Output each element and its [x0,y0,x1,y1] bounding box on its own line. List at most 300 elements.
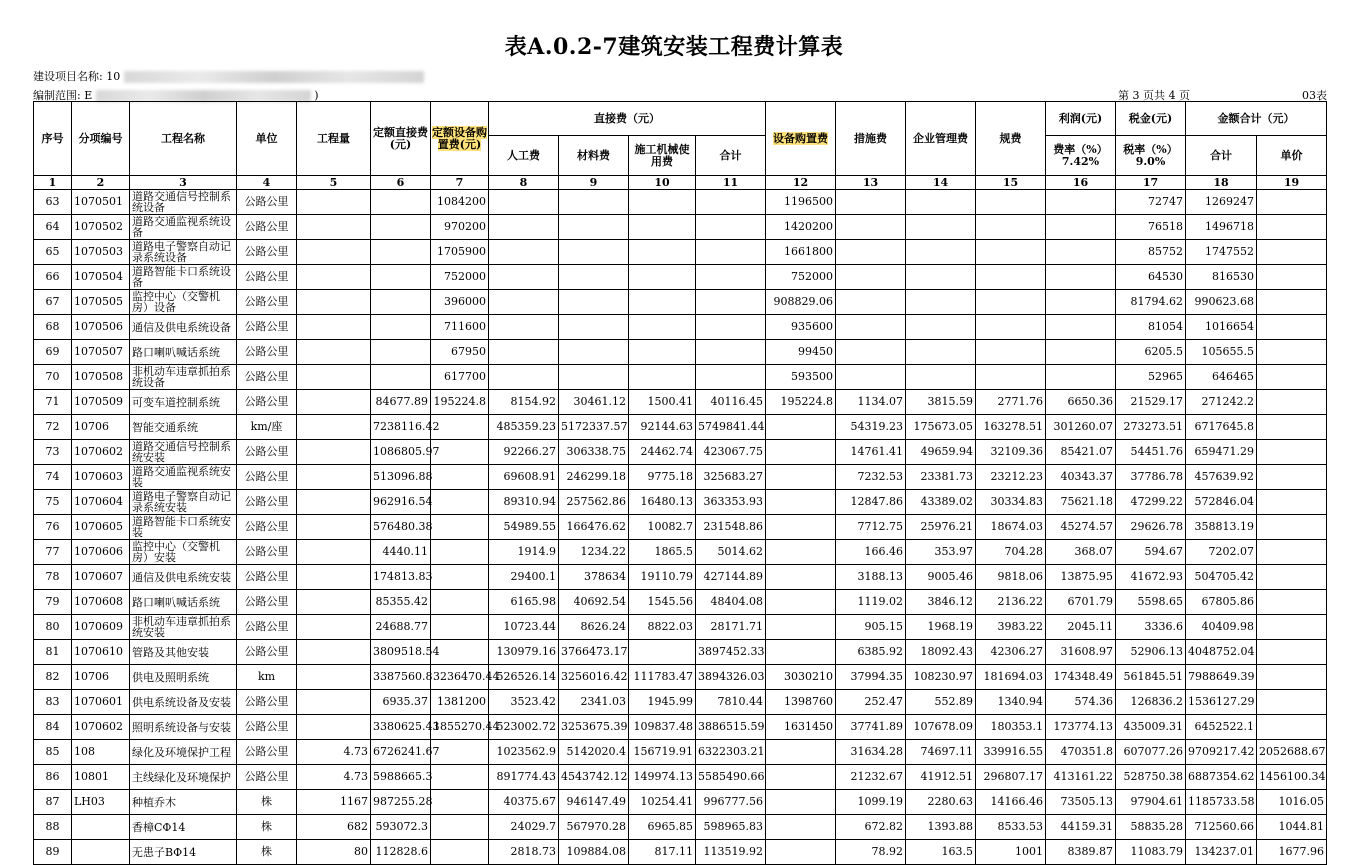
cell-measures: 3188.13 [836,565,906,590]
cell-seq: 84 [34,715,72,740]
cell-equip [766,465,836,490]
cell-machine: 19110.79 [629,565,696,590]
cell-material: 567970.28 [559,815,629,840]
project-name-line [33,68,424,84]
cell-name: 香樟CΦ14 [130,815,237,840]
cell-unit-price [1257,215,1327,240]
cell-machine: 10254.41 [629,790,696,815]
cell-unit: 公路公里 [237,390,297,415]
table-row [34,815,1327,840]
cell-measures: 14761.41 [836,440,906,465]
cell-total: 1747552 [1186,240,1257,265]
cell-machine: 1500.41 [629,390,696,415]
cell-unit: 公路公里 [237,440,297,465]
cell-fees: 8533.53 [976,815,1046,840]
col-profit-rate: 费率（%） 7.42% [1046,136,1116,176]
cell-unit: 公路公里 [237,590,297,615]
col-tax: 税金(元) [1116,102,1186,136]
cell-name: 道路电子警察自动记录系统安装 [130,490,237,515]
table-row [34,790,1327,815]
cell-quota-equip [431,590,489,615]
cell-measures: 1099.19 [836,790,906,815]
cell-measures [836,315,906,340]
table-row [34,365,1327,390]
cell-quota-direct [371,240,431,265]
cell-seq: 78 [34,565,72,590]
cell-fees [976,315,1046,340]
cell-quota-equip [431,815,489,840]
cell-machine: 817.11 [629,840,696,865]
cell-mgmt: 3815.59 [906,390,976,415]
cell-qty [297,190,371,215]
column-index-cell: 10 [629,176,696,190]
cell-labor [489,190,559,215]
cell-profit: 173774.13 [1046,715,1116,740]
column-index-cell: 19 [1257,176,1327,190]
cell-mgmt [906,240,976,265]
cell-unit: 株 [237,840,297,865]
cell-quota-direct: 1086805.97 [371,440,431,465]
cell-quota-direct: 174813.83 [371,565,431,590]
cell-mgmt: 1393.88 [906,815,976,840]
cell-name: 无患子BΦ14 [130,840,237,865]
cell-material [559,240,629,265]
cell-mgmt [906,315,976,340]
cell-measures: 37741.89 [836,715,906,740]
cell-profit: 45274.57 [1046,515,1116,540]
cell-material: 3253675.39 [559,715,629,740]
cell-mgmt [906,190,976,215]
cell-code [72,815,130,840]
table-row [34,515,1327,540]
cell-labor: 10723.44 [489,615,559,640]
page-info: 第 3 页共 4 页 [1118,89,1190,102]
cell-material: 3256016.42 [559,665,629,690]
table-row [34,615,1327,640]
cell-tax: 47299.22 [1116,490,1186,515]
cell-name: 智能交通系统 [130,415,237,440]
cell-quota-direct: 4440.11 [371,540,431,565]
cell-code: LH03 [72,790,130,815]
cell-qty [297,515,371,540]
cell-equip [766,415,836,440]
cell-profit [1046,315,1116,340]
scope-value-suffix: ) [314,89,319,102]
cell-unit-price [1257,590,1327,615]
cell-seq: 67 [34,290,72,315]
col-equip [766,102,836,176]
cell-fees: 23212.23 [976,465,1046,490]
cell-fees: 1340.94 [976,690,1046,715]
col-profit: 利润(元) [1046,102,1116,136]
cell-qty [297,540,371,565]
cell-quota-equip: 711600 [431,315,489,340]
cell-qty [297,640,371,665]
cell-machine [629,265,696,290]
cell-subtotal [696,315,766,340]
cell-unit: 公路公里 [237,340,297,365]
cell-material: 2341.03 [559,690,629,715]
cell-labor: 92266.27 [489,440,559,465]
cell-total: 358813.19 [1186,515,1257,540]
scope-value: E [84,89,93,102]
cell-code: 1070602 [72,715,130,740]
cell-code: 1070610 [72,640,130,665]
cell-subtotal: 7810.44 [696,690,766,715]
cell-profit [1046,240,1116,265]
cell-subtotal: 3897452.33 [696,640,766,665]
cell-fees: 18674.03 [976,515,1046,540]
cell-material: 5172337.57 [559,415,629,440]
cell-material: 1234.22 [559,540,629,565]
cell-quota-direct: 24688.77 [371,615,431,640]
cell-quota-equip: 3236470.44 [431,665,489,690]
cell-code: 1070503 [72,240,130,265]
cell-machine [629,290,696,315]
cell-tax: 81054 [1116,315,1186,340]
redacted-project-name [124,71,424,83]
cell-machine [629,340,696,365]
cell-fees: 2771.76 [976,390,1046,415]
cell-tax: 126836.2 [1116,690,1186,715]
cell-tax: 41672.93 [1116,565,1186,590]
cell-tax: 52906.13 [1116,640,1186,665]
col-qty: 工程量 [297,102,371,176]
cell-fees: 339916.55 [976,740,1046,765]
cell-tax: 64530 [1116,265,1186,290]
cell-total: 816530 [1186,265,1257,290]
cell-tax: 76518 [1116,215,1186,240]
cell-profit: 368.07 [1046,540,1116,565]
cell-equip: 593500 [766,365,836,390]
cell-name: 可变车道控制系统 [130,390,237,415]
cell-profit: 44159.31 [1046,815,1116,840]
cell-measures [836,190,906,215]
cell-labor: 24029.7 [489,815,559,840]
cell-equip [766,590,836,615]
cell-code: 1070501 [72,190,130,215]
cell-profit: 413161.22 [1046,765,1116,790]
cell-subtotal [696,240,766,265]
cell-tax: 58835.28 [1116,815,1186,840]
cell-unit: 公路公里 [237,465,297,490]
cell-quota-direct [371,290,431,315]
cell-fees: 30334.83 [976,490,1046,515]
cell-labor: 54989.55 [489,515,559,540]
cell-unit: 公路公里 [237,715,297,740]
cell-equip [766,815,836,840]
cell-unit-price: 1456100.34 [1257,765,1327,790]
cell-quota-direct: 6726241.67 [371,740,431,765]
cell-labor: 1914.9 [489,540,559,565]
cell-total: 659471.29 [1186,440,1257,465]
cell-mgmt [906,265,976,290]
cell-labor: 8154.92 [489,390,559,415]
cell-subtotal: 48404.08 [696,590,766,615]
cell-seq: 70 [34,365,72,390]
cell-labor [489,265,559,290]
cell-quota-direct: 3387560.8 [371,665,431,690]
col-unit-price: 单价 [1257,136,1327,176]
cell-unit: 公路公里 [237,740,297,765]
cell-profit: 470351.8 [1046,740,1116,765]
cell-mgmt: 74697.11 [906,740,976,765]
cell-unit: 公路公里 [237,515,297,540]
cell-total: 1269247 [1186,190,1257,215]
cell-mgmt: 25976.21 [906,515,976,540]
col-material: 材料费 [559,136,629,176]
cell-tax: 5598.65 [1116,590,1186,615]
cell-fees: 163278.51 [976,415,1046,440]
cell-equip [766,565,836,590]
cell-measures: 1134.07 [836,390,906,415]
cell-machine [629,365,696,390]
cell-quota-direct [371,265,431,290]
column-index-cell: 3 [130,176,237,190]
cell-seq: 80 [34,615,72,640]
cell-material: 8626.24 [559,615,629,640]
cell-measures [836,240,906,265]
cell-quota-direct [371,340,431,365]
cell-equip [766,440,836,465]
cell-labor [489,240,559,265]
cell-code: 1070606 [72,540,130,565]
cell-machine: 92144.63 [629,415,696,440]
cell-unit-price [1257,190,1327,215]
cell-unit: km [237,665,297,690]
cell-subtotal: 5749841.44 [696,415,766,440]
cell-profit [1046,215,1116,240]
cell-profit: 31608.97 [1046,640,1116,665]
column-index-cell: 9 [559,176,629,190]
cell-unit: 公路公里 [237,690,297,715]
cell-material: 166476.62 [559,515,629,540]
cell-labor: 29400.1 [489,565,559,590]
cell-profit: 75621.18 [1046,490,1116,515]
cell-profit: 73505.13 [1046,790,1116,815]
cell-fees: 14166.46 [976,790,1046,815]
cell-mgmt [906,365,976,390]
table-header [34,102,1327,176]
cell-qty [297,240,371,265]
column-index-cell: 2 [72,176,130,190]
cell-total: 7202.07 [1186,540,1257,565]
cell-measures: 1119.02 [836,590,906,615]
table-row [34,640,1327,665]
cell-mgmt: 353.97 [906,540,976,565]
cell-qty [297,715,371,740]
cell-seq: 89 [34,840,72,865]
col-labor: 人工费 [489,136,559,176]
cell-total: 712560.66 [1186,815,1257,840]
cell-unit-price [1257,690,1327,715]
cell-unit: 公路公里 [237,365,297,390]
cell-seq: 64 [34,215,72,240]
cell-subtotal: 325683.27 [696,465,766,490]
cell-code: 1070601 [72,690,130,715]
cell-machine [629,315,696,340]
cell-name: 道路交通监视系统安装 [130,465,237,490]
cell-code: 1070608 [72,590,130,615]
table-row [34,740,1327,765]
cell-mgmt [906,215,976,240]
cell-subtotal: 28171.71 [696,615,766,640]
cell-tax: 528750.38 [1116,765,1186,790]
cell-machine: 1945.99 [629,690,696,715]
cell-measures: 21232.67 [836,765,906,790]
cell-qty [297,465,371,490]
cell-name: 通信及供电系统安装 [130,565,237,590]
cell-seq: 79 [34,590,72,615]
cell-mgmt: 41912.51 [906,765,976,790]
cell-quota-direct: 576480.38 [371,515,431,540]
cell-quota-direct: 987255.28 [371,790,431,815]
cell-quota-direct: 7238116.42 [371,415,431,440]
cell-unit-price: 1016.05 [1257,790,1327,815]
cell-total: 504705.42 [1186,565,1257,590]
cell-unit: 公路公里 [237,265,297,290]
cell-quota-equip: 396000 [431,290,489,315]
table-row [34,340,1327,365]
cell-quota-direct: 593072.3 [371,815,431,840]
cell-profit [1046,340,1116,365]
cell-quota-direct [371,190,431,215]
cell-code: 1070509 [72,390,130,415]
table-row [34,240,1327,265]
cell-quota-equip: 1381200 [431,690,489,715]
cell-equip: 752000 [766,265,836,290]
cell-material [559,315,629,340]
cell-tax: 607077.26 [1116,740,1186,765]
column-index-cell: 4 [237,176,297,190]
cell-qty [297,690,371,715]
cell-unit-price [1257,315,1327,340]
cell-name: 供电及照明系统 [130,665,237,690]
cell-code: 1070607 [72,565,130,590]
cell-quota-direct [371,315,431,340]
cell-equip: 1661800 [766,240,836,265]
cell-measures [836,365,906,390]
cell-unit: 公路公里 [237,615,297,640]
cell-qty: 1167 [297,790,371,815]
table-row [34,540,1327,565]
cell-unit-price [1257,490,1327,515]
cell-fees: 3983.22 [976,615,1046,640]
cell-unit: 株 [237,790,297,815]
cell-measures [836,215,906,240]
cell-total: 457639.92 [1186,465,1257,490]
cell-fees [976,290,1046,315]
cell-tax: 81794.62 [1116,290,1186,315]
cell-subtotal: 3886515.59 [696,715,766,740]
cell-unit-price [1257,240,1327,265]
cell-profit: 8389.87 [1046,840,1116,865]
cell-qty [297,665,371,690]
cell-machine [629,640,696,665]
cell-name: 道路交通信号控制系统设备 [130,190,237,215]
cell-unit-price [1257,290,1327,315]
col-mgmt: 企业管理费 [906,102,976,176]
cell-quota-equip [431,515,489,540]
cell-quota-equip [431,840,489,865]
cell-name: 管路及其他安装 [130,640,237,665]
cell-fees [976,215,1046,240]
col-subtotal: 合计 [696,136,766,176]
column-index-cell: 14 [906,176,976,190]
cell-total: 6452522.1 [1186,715,1257,740]
project-value: 10 [106,70,121,83]
cell-equip [766,740,836,765]
cell-tax: 54451.76 [1116,440,1186,465]
cell-total: 7988649.39 [1186,665,1257,690]
table-row [34,390,1327,415]
cell-code [72,840,130,865]
cell-quota-direct: 84677.89 [371,390,431,415]
cell-profit: 6701.79 [1046,590,1116,615]
cell-unit-price: 1044.81 [1257,815,1327,840]
cell-total: 990623.68 [1186,290,1257,315]
col-code: 分项编号 [72,102,130,176]
cell-subtotal: 598965.83 [696,815,766,840]
cell-measures: 7712.75 [836,515,906,540]
cell-equip [766,765,836,790]
cell-qty [297,565,371,590]
column-index-cell: 6 [371,176,431,190]
table-row [34,465,1327,490]
column-index-cell: 5 [297,176,371,190]
cell-seq: 71 [34,390,72,415]
cell-fees [976,190,1046,215]
cell-quota-direct: 962916.54 [371,490,431,515]
cell-equip: 3030210 [766,665,836,690]
table-row [34,765,1327,790]
cell-labor [489,365,559,390]
cell-quota-direct: 112828.6 [371,840,431,865]
cell-name: 照明系统设备与安装 [130,715,237,740]
cell-quota-equip [431,540,489,565]
cell-labor: 1023562.9 [489,740,559,765]
cell-total: 1496718 [1186,215,1257,240]
cell-code: 108 [72,740,130,765]
cell-seq: 88 [34,815,72,840]
cell-code: 1070603 [72,465,130,490]
cell-material: 40692.54 [559,590,629,615]
cell-subtotal [696,365,766,390]
cell-unit-price [1257,340,1327,365]
cell-subtotal: 113519.92 [696,840,766,865]
cell-fees: 181694.03 [976,665,1046,690]
cell-quota-equip: 67950 [431,340,489,365]
cell-qty [297,315,371,340]
cell-mgmt: 2280.63 [906,790,976,815]
cell-material: 946147.49 [559,790,629,815]
cell-code: 1070506 [72,315,130,340]
project-label: 建设项目名称: [33,70,103,83]
col-quota-direct: 定额直接费(元) [371,102,431,176]
cell-name: 路口喇叭喊话系统 [130,340,237,365]
cell-material: 378634 [559,565,629,590]
cell-name: 道路交通信号控制系统安装 [130,440,237,465]
cell-material [559,215,629,240]
cell-profit: 13875.95 [1046,565,1116,590]
column-index-cell: 17 [1116,176,1186,190]
cell-tax: 273273.51 [1116,415,1186,440]
cell-mgmt: 1968.19 [906,615,976,640]
cell-fees: 42306.27 [976,640,1046,665]
cell-name: 主线绿化及环境保护 [130,765,237,790]
cell-subtotal: 40116.45 [696,390,766,415]
cell-name: 道路智能卡口系统安装 [130,515,237,540]
